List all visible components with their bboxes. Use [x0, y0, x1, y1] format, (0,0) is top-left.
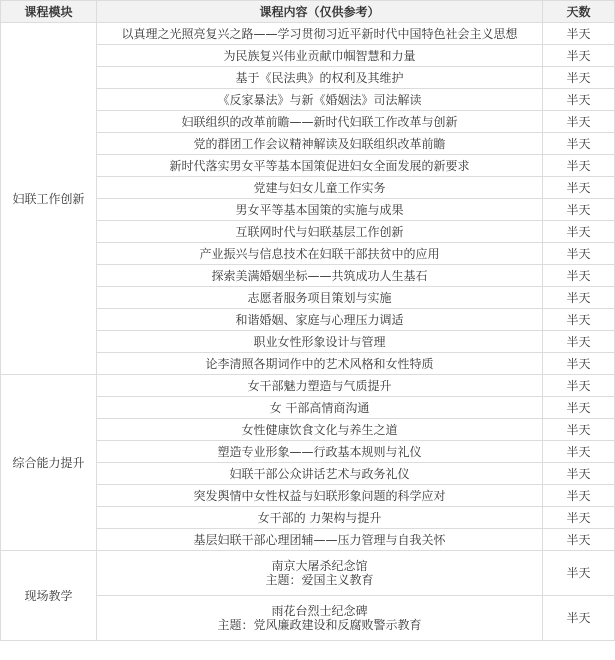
- table-row: [1, 23, 615, 45]
- header-days: 天数: [543, 1, 615, 23]
- course-days-cell: 半天: [543, 419, 615, 441]
- course-content-cell: 妇联组织的改革前瞻——新时代妇联工作改革与创新: [97, 111, 543, 133]
- course-days-cell: 半天: [543, 397, 615, 419]
- header-module: 课程模块: [1, 1, 97, 23]
- site-theme: 主题：爱国主义教育: [265, 573, 374, 587]
- course-days-cell: 半天: [543, 111, 615, 133]
- course-content-cell: 《反家暴法》与新《婚姻法》司法解读: [97, 89, 543, 111]
- header-row: [1, 1, 615, 23]
- course-days-cell: 半天: [543, 133, 615, 155]
- course-days-cell: 半天: [543, 529, 615, 551]
- course-days-cell: 半天: [543, 199, 615, 221]
- site-name: 雨花台烈士纪念碑: [271, 604, 368, 618]
- course-content-cell: 党建与妇女儿童工作实务: [97, 177, 543, 199]
- course-days-cell: 半天: [543, 463, 615, 485]
- site-name: 南京大屠杀纪念馆: [271, 559, 368, 573]
- module-cell-work-innovation: 妇联工作创新: [1, 23, 97, 375]
- course-content-cell: 基于《民法典》的权利及其维护: [97, 67, 543, 89]
- module-cell-ability: 综合能力提升: [1, 375, 97, 551]
- course-days-cell: 半天: [543, 265, 615, 287]
- course-content-cell: [97, 596, 543, 641]
- course-content-cell: 以真理之光照亮复兴之路——学习贯彻习近平新时代中国特色社会主义思想: [97, 23, 543, 45]
- course-days-cell: 半天: [543, 309, 615, 331]
- course-days-cell: 半天: [543, 45, 615, 67]
- course-content-cell: 妇联干部公众讲话艺术与政务礼仪: [97, 463, 543, 485]
- course-content-cell: 男女平等基本国策的实施与成果: [97, 199, 543, 221]
- table-row: [1, 375, 615, 397]
- course-content-cell: [97, 551, 543, 596]
- course-content-cell: 女干部魅力塑造与气质提升: [97, 375, 543, 397]
- course-days-cell: 半天: [543, 596, 615, 641]
- course-days-cell: 半天: [543, 507, 615, 529]
- site-theme: 主题：党风廉政建设和反腐败警示教育: [217, 618, 422, 632]
- course-content-cell: 塑造专业形象——行政基本规则与礼仪: [97, 441, 543, 463]
- course-content-cell: 和谐婚姻、家庭与心理压力调适: [97, 309, 543, 331]
- course-content-cell: 产业振兴与信息技术在妇联干部扶贫中的应用: [97, 243, 543, 265]
- course-content-cell: 论李清照各期词作中的艺术风格和女性特质: [97, 353, 543, 375]
- course-content-cell: 党的群团工作会议精神解读及妇联组织改革前瞻: [97, 133, 543, 155]
- course-content-cell: 职业女性形象设计与管理: [97, 331, 543, 353]
- table-row: [1, 551, 615, 596]
- course-content-cell: 互联网时代与妇联基层工作创新: [97, 221, 543, 243]
- course-days-cell: 半天: [543, 221, 615, 243]
- course-days-cell: 半天: [543, 287, 615, 309]
- course-days-cell: 半天: [543, 375, 615, 397]
- module-cell-site-teaching: 现场教学: [1, 551, 97, 641]
- course-days-cell: 半天: [543, 551, 615, 596]
- course-days-cell: 半天: [543, 485, 615, 507]
- course-content-cell: 女性健康饮食文化与养生之道: [97, 419, 543, 441]
- course-content-cell: 女 干部高情商沟通: [97, 397, 543, 419]
- course-days-cell: 半天: [543, 353, 615, 375]
- course-days-cell: 半天: [543, 23, 615, 45]
- course-days-cell: 半天: [543, 331, 615, 353]
- course-days-cell: 半天: [543, 441, 615, 463]
- course-content-cell: 基层妇联干部心理团辅——压力管理与自我关怀: [97, 529, 543, 551]
- header-content: 课程内容（仅供参考）: [97, 1, 543, 23]
- course-days-cell: 半天: [543, 67, 615, 89]
- course-content-cell: 为民族复兴伟业贡献巾帼智慧和力量: [97, 45, 543, 67]
- course-content-cell: 志愿者服务项目策划与实施: [97, 287, 543, 309]
- course-content-cell: 突发舆情中女性权益与妇联形象问题的科学应对: [97, 485, 543, 507]
- course-days-cell: 半天: [543, 177, 615, 199]
- course-content-cell: 新时代落实男女平等基本国策促进妇女全面发展的新要求: [97, 155, 543, 177]
- course-days-cell: 半天: [543, 89, 615, 111]
- course-content-cell: 女干部的 力架构与提升: [97, 507, 543, 529]
- course-content-cell: 探索美满婚姻坐标——共筑成功人生基石: [97, 265, 543, 287]
- course-days-cell: 半天: [543, 155, 615, 177]
- course-days-cell: 半天: [543, 243, 615, 265]
